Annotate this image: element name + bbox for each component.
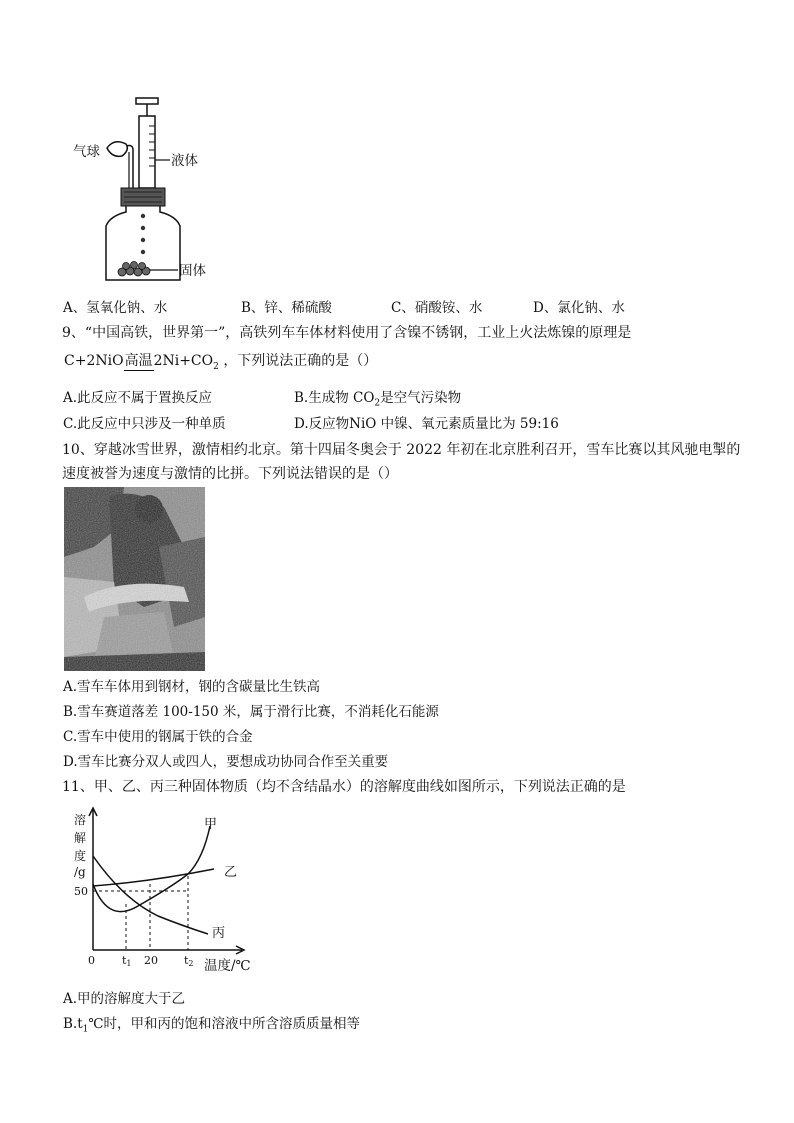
q8-option-a[interactable]: A、氢氧化钠、水 bbox=[63, 300, 168, 316]
q10-stem-line2: 速度被誉为速度与激情的比拼。下列说法错误的是（） bbox=[62, 466, 398, 482]
series-label-jia: 甲 bbox=[204, 817, 218, 832]
ylabel-1: 溶 bbox=[74, 813, 87, 827]
x-tick-t1: t1 bbox=[122, 954, 132, 968]
series-label-bing: 丙 bbox=[212, 926, 226, 941]
q9-option-d[interactable]: D.反应物NiO 中镍、氧元素质量比为 59:16 bbox=[294, 416, 559, 432]
solubility-chart bbox=[68, 804, 258, 976]
q8-option-d[interactable]: D、氯化钠、水 bbox=[533, 300, 625, 316]
ylabel-4: /g bbox=[74, 865, 86, 879]
ylabel-2: 解 bbox=[74, 831, 87, 845]
q11-option-a[interactable]: A.甲的溶解度大于乙 bbox=[63, 991, 186, 1007]
eq-tail: ，下列说法正确的是（） bbox=[223, 353, 378, 369]
q10-option-b[interactable]: B.雪车赛道落差 100-150 米，属于滑行比赛，不消耗化石能源 bbox=[63, 704, 439, 720]
q8-option-b[interactable]: B、锌、稀硫酸 bbox=[241, 300, 332, 316]
series-yi-curve bbox=[93, 869, 214, 886]
q11-b-sub: 1 bbox=[82, 1024, 89, 1035]
q11-b-post: ℃时，甲和丙的饱和溶液中所含溶质质量相等 bbox=[88, 1016, 360, 1032]
q9-stem: 9、“中国高铁，世界第一”，高铁列车车体材料使用了含镍不锈钢，工业上火法炼镍的原理是 bbox=[62, 325, 632, 341]
q9-b-sub: 2 bbox=[374, 398, 381, 409]
q11-option-b[interactable] bbox=[63, 1015, 360, 1039]
eq-left: C+2NiO bbox=[64, 353, 124, 369]
x-tick-t2: t2 bbox=[184, 954, 194, 968]
eq-right: 2Ni+CO bbox=[153, 353, 214, 369]
q10-option-c[interactable]: C.雪车中使用的钢属于铁的合金 bbox=[63, 729, 253, 745]
q9-b-post: 是空气污染物 bbox=[380, 390, 462, 406]
apparatus-figure bbox=[60, 92, 230, 284]
q10-option-d[interactable]: D.雪车比赛分双人或四人，要想成功协同合作至关重要 bbox=[63, 754, 389, 770]
q11-b-pre: B.t bbox=[63, 1016, 83, 1032]
q9-b-pre: B.生成物 CO bbox=[294, 390, 375, 406]
x-tick-20: 20 bbox=[144, 954, 158, 967]
q10-option-a[interactable]: A.雪车车体用到钢材，钢的含碳量比生铁高 bbox=[63, 679, 321, 695]
eq-sub: 2 bbox=[213, 361, 219, 372]
x-axis-label: 温度/℃ bbox=[204, 958, 251, 974]
y-tick-50: 50 bbox=[74, 885, 88, 898]
bobsled-photo bbox=[64, 487, 205, 671]
series-jia-curve bbox=[93, 826, 210, 912]
q10-stem-line1: 10、穿越冰雪世界，激情相约北京。第十四届冬奥会于 2022 年初在北京胜利召开，雪车比赛以其风驰电掣的 bbox=[62, 442, 741, 458]
q9-equation bbox=[64, 352, 377, 376]
q8-options bbox=[63, 299, 743, 319]
label-liquid: 液体 bbox=[171, 153, 198, 169]
eq-condition: 高温 bbox=[124, 353, 153, 369]
x-tick-0: 0 bbox=[88, 954, 95, 967]
guide-lines bbox=[93, 876, 188, 950]
q8-option-c[interactable]: C、硝酸铵、水 bbox=[391, 300, 483, 316]
label-balloon: 气球 bbox=[73, 144, 100, 160]
series-label-yi: 乙 bbox=[224, 865, 238, 880]
q11-stem: 11、甲、乙、丙三种固体物质（均不含结晶水）的溶解度曲线如图所示，下列说法正确的是 bbox=[62, 779, 626, 795]
q9-option-c[interactable]: C.此反应中只涉及一种单质 bbox=[63, 416, 226, 432]
label-solid: 固体 bbox=[179, 263, 206, 279]
q9-option-a[interactable]: A.此反应不属于置换反应 bbox=[63, 390, 213, 406]
q9-option-b[interactable] bbox=[294, 389, 461, 413]
ylabel-3: 度 bbox=[74, 849, 87, 863]
